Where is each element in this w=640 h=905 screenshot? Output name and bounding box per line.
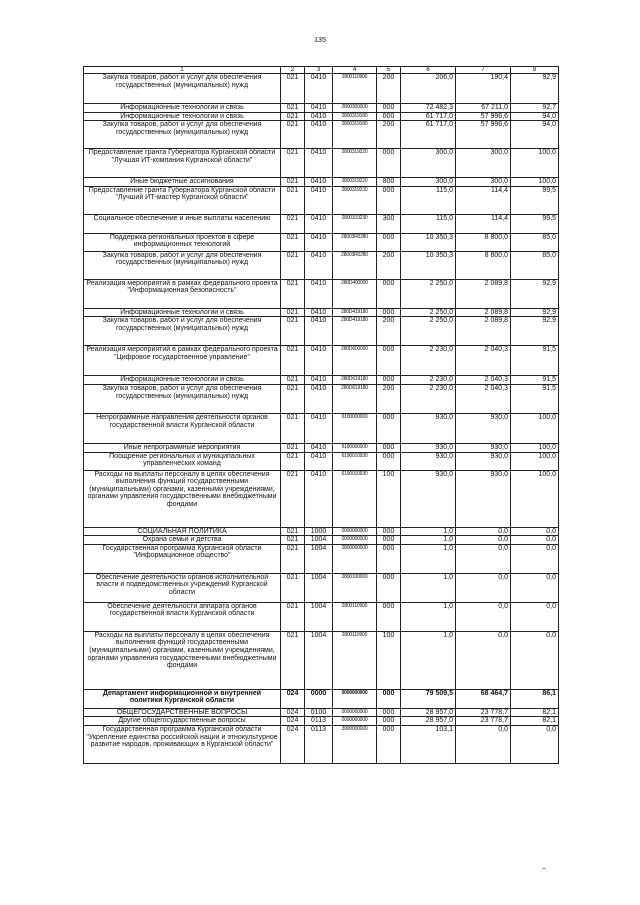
row-percent: 92,9 <box>511 74 559 104</box>
row-percent: 0,0 <box>511 544 559 573</box>
row-target-code: 0000000000 <box>333 527 377 536</box>
row-section-code: 0410 <box>305 74 333 104</box>
row-section-code: 0410 <box>305 384 333 413</box>
column-header: 4 <box>333 67 377 74</box>
row-name: Поощрение региональных и муниципальных управленческих команд <box>84 452 281 470</box>
row-ministry-code: 021 <box>281 308 305 317</box>
row-percent: 0,0 <box>511 725 559 763</box>
row-planned: 79 509,5 <box>401 689 456 708</box>
row-executed: 23 778,7 <box>456 708 511 717</box>
row-ministry-code: 021 <box>281 251 305 279</box>
row-target-code: 280D419180 <box>333 317 377 346</box>
row-ministry-code: 021 <box>281 376 305 385</box>
table-row <box>84 413 559 443</box>
row-ministry-code: 021 <box>281 178 305 187</box>
table-row <box>84 308 559 317</box>
row-executed: 2 089,8 <box>456 317 511 346</box>
row-planned: 103,1 <box>401 725 456 763</box>
row-ministry-code: 021 <box>281 631 305 689</box>
row-section-code: 0410 <box>305 443 333 452</box>
row-ministry-code: 021 <box>281 149 305 178</box>
table-row <box>84 121 559 149</box>
row-section-code: 1000 <box>305 527 333 536</box>
row-planned: 2 250,0 <box>401 279 456 308</box>
row-name: Предоставление гранта Губернатора Курганской области "Лучшая ИТ-компания Курганской области" <box>84 149 281 178</box>
row-planned: 1,0 <box>401 536 456 545</box>
row-planned: 72 482,3 <box>401 104 456 113</box>
row-percent: 94,0 <box>511 121 559 149</box>
row-section-code: 1004 <box>305 602 333 631</box>
row-target-code: 28003R0280 <box>333 251 377 279</box>
row-planned: 10 350,3 <box>401 233 456 251</box>
row-planned: 2 230,0 <box>401 384 456 413</box>
row-expense-type: 000 <box>377 443 401 452</box>
table-row <box>84 544 559 573</box>
row-executed: 0,0 <box>456 573 511 602</box>
row-ministry-code: 021 <box>281 413 305 443</box>
row-executed: 68 464,7 <box>456 689 511 708</box>
row-executed: 930,0 <box>456 452 511 470</box>
row-executed: 2 040,3 <box>456 376 511 385</box>
row-executed: 930,0 <box>456 443 511 452</box>
table-row <box>84 346 559 376</box>
row-planned: 930,0 <box>401 443 456 452</box>
row-planned: 115,0 <box>401 186 456 214</box>
row-executed: 57 996,6 <box>456 112 511 121</box>
row-section-code: 0410 <box>305 251 333 279</box>
table-row <box>84 689 559 708</box>
row-target-code: 2800300000 <box>333 104 377 113</box>
row-percent: 92,9 <box>511 317 559 346</box>
row-name: ОБЩЕГОСУДАРСТВЕННЫЕ ВОПРОСЫ <box>84 708 281 717</box>
row-name: Закупка товаров, работ и услуг для обеспечения государственных (муниципальных) нужд <box>84 384 281 413</box>
page-number: 135 <box>314 37 326 44</box>
row-ministry-code: 024 <box>281 708 305 717</box>
row-planned: 930,0 <box>401 413 456 443</box>
row-executed: 8 800,0 <box>456 251 511 279</box>
row-section-code: 0100 <box>305 708 333 717</box>
row-target-code: 0000000000 <box>333 708 377 717</box>
row-ministry-code: 021 <box>281 527 305 536</box>
row-executed: 930,0 <box>456 470 511 527</box>
row-name: Обеспечение деятельности аппарата органов государственной власти Курганской области <box>84 602 281 631</box>
row-ministry-code: 021 <box>281 384 305 413</box>
row-percent: 100,0 <box>511 178 559 187</box>
row-executed: 300,0 <box>456 178 511 187</box>
row-section-code: 0410 <box>305 279 333 308</box>
row-executed: 8 800,0 <box>456 233 511 251</box>
row-target-code: 6190000000 <box>333 443 377 452</box>
row-target-code: 0000000000 <box>333 536 377 545</box>
row-percent: 86,1 <box>511 689 559 708</box>
table-row <box>84 527 559 536</box>
row-name: Иные бюджетные ассигнования <box>84 178 281 187</box>
row-section-code: 1004 <box>305 573 333 602</box>
table-row <box>84 279 559 308</box>
row-expense-type: 100 <box>377 631 401 689</box>
row-section-code: 0410 <box>305 214 333 233</box>
row-percent: 0,0 <box>511 536 559 545</box>
row-planned: 300,0 <box>401 149 456 178</box>
row-expense-type: 000 <box>377 104 401 113</box>
table-row <box>84 725 559 763</box>
row-ministry-code: 024 <box>281 725 305 763</box>
budget-table <box>83 66 559 764</box>
row-executed: 300,0 <box>456 149 511 178</box>
row-planned: 930,0 <box>401 452 456 470</box>
row-section-code: 0410 <box>305 178 333 187</box>
row-target-code: 280D619180 <box>333 376 377 385</box>
column-header: 7 <box>456 67 511 74</box>
row-section-code: 0410 <box>305 186 333 214</box>
table-row <box>84 631 559 689</box>
row-expense-type: 200 <box>377 384 401 413</box>
row-name: Расходы на выплаты персоналу в целях обеспечения выполнения функций государственными (муниципальными) органами, казенными учреждениями, органами управления государственными внебюджетными фондами <box>84 470 281 527</box>
row-percent: 99,5 <box>511 214 559 233</box>
row-planned: 28 957,0 <box>401 717 456 726</box>
row-section-code: 0410 <box>305 452 333 470</box>
row-section-code: 0410 <box>305 112 333 121</box>
table-row <box>84 186 559 214</box>
row-expense-type: 000 <box>377 452 401 470</box>
row-executed: 0,0 <box>456 527 511 536</box>
row-expense-type: 000 <box>377 279 401 308</box>
row-percent: 92,9 <box>511 308 559 317</box>
row-section-code: 0410 <box>305 376 333 385</box>
row-percent: 0,0 <box>511 631 559 689</box>
row-ministry-code: 021 <box>281 544 305 573</box>
row-ministry-code: 021 <box>281 317 305 346</box>
table-row <box>84 452 559 470</box>
row-expense-type: 000 <box>377 689 401 708</box>
row-executed: 114,4 <box>456 186 511 214</box>
table-row <box>84 104 559 113</box>
row-target-code: 2800319180 <box>333 121 377 149</box>
row-section-code: 0410 <box>305 346 333 376</box>
row-percent: 0,0 <box>511 602 559 631</box>
column-header: 1 <box>84 67 281 74</box>
row-executed: 0,0 <box>456 536 511 545</box>
row-expense-type: 000 <box>377 413 401 443</box>
row-expense-type: 200 <box>377 74 401 104</box>
row-percent: 82,1 <box>511 717 559 726</box>
row-target-code: 2800110900 <box>333 602 377 631</box>
row-name: Закупка товаров, работ и услуг для обеспечения государственных (муниципальных) нужд <box>84 317 281 346</box>
row-ministry-code: 024 <box>281 689 305 708</box>
row-ministry-code: 021 <box>281 443 305 452</box>
row-expense-type: 000 <box>377 544 401 573</box>
row-percent: 94,0 <box>511 112 559 121</box>
table-row <box>84 376 559 385</box>
table-row <box>84 112 559 121</box>
row-name: Государственная программа Курганской области "Укрепление единства российской нации и этнокультурное развитие народов, проживающих в Курганской области" <box>84 725 281 763</box>
row-executed: 0,0 <box>456 602 511 631</box>
row-executed: 114,4 <box>456 214 511 233</box>
row-percent: 0,0 <box>511 527 559 536</box>
row-executed: 2 089,8 <box>456 308 511 317</box>
row-section-code: 0000 <box>305 689 333 708</box>
row-executed: 23 778,7 <box>456 717 511 726</box>
scan-mark <box>542 868 546 869</box>
row-name: Закупка товаров, работ и услуг для обеспечения государственных (муниципальных) нужд <box>84 74 281 104</box>
row-target-code: 0000000000 <box>333 717 377 726</box>
row-expense-type: 300 <box>377 214 401 233</box>
table-row <box>84 708 559 717</box>
row-name: Информационные технологии и связь <box>84 308 281 317</box>
row-target-code: 2800319230 <box>333 186 377 214</box>
row-ministry-code: 021 <box>281 233 305 251</box>
row-expense-type: 000 <box>377 602 401 631</box>
row-name: Другие общегосударственные вопросы <box>84 717 281 726</box>
row-target-code: 280D419180 <box>333 308 377 317</box>
row-section-code: 0410 <box>305 149 333 178</box>
row-percent: 100,0 <box>511 452 559 470</box>
row-executed: 67 211,0 <box>456 104 511 113</box>
column-header: 2 <box>281 67 305 74</box>
row-ministry-code: 021 <box>281 121 305 149</box>
row-planned: 930,0 <box>401 470 456 527</box>
row-ministry-code: 021 <box>281 186 305 214</box>
row-planned: 2 250,0 <box>401 317 456 346</box>
row-name: Информационные технологии и связь <box>84 376 281 385</box>
row-expense-type: 000 <box>377 717 401 726</box>
row-planned: 115,0 <box>401 214 456 233</box>
row-target-code: 2800319180 <box>333 112 377 121</box>
table-row <box>84 178 559 187</box>
row-section-code: 1004 <box>305 544 333 573</box>
row-section-code: 0113 <box>305 717 333 726</box>
table-row <box>84 573 559 602</box>
row-planned: 1,0 <box>401 527 456 536</box>
row-expense-type: 200 <box>377 121 401 149</box>
row-ministry-code: 021 <box>281 279 305 308</box>
row-name: Государственная программа Курганской области "Информационное общество" <box>84 544 281 573</box>
table-row <box>84 470 559 527</box>
row-name: Департамент информационной и внутренней политики Курганской области <box>84 689 281 708</box>
row-target-code: 2800110900 <box>333 74 377 104</box>
row-executed: 2 089,8 <box>456 279 511 308</box>
table-row <box>84 251 559 279</box>
row-expense-type: 000 <box>377 376 401 385</box>
row-target-code: 2800000000 <box>333 544 377 573</box>
table-row <box>84 443 559 452</box>
row-name: Закупка товаров, работ и услуг для обеспечения государственных (муниципальных) нужд <box>84 121 281 149</box>
row-name: Расходы на выплаты персоналу в целях обеспечения выполнения функций государственными (муниципальными) органами, казенными учреждениями, органами управления государственными внебюджетными фондами <box>84 631 281 689</box>
row-expense-type: 000 <box>377 573 401 602</box>
row-name: Реализация мероприятий в рамках федерального проекта "Цифровое государственное управление" <box>84 346 281 376</box>
row-section-code: 1004 <box>305 631 333 689</box>
row-percent: 85,0 <box>511 233 559 251</box>
row-name: Информационные технологии и связь <box>84 104 281 113</box>
table-row <box>84 74 559 104</box>
row-expense-type: 000 <box>377 708 401 717</box>
table-row <box>84 317 559 346</box>
row-target-code: 280D600000 <box>333 346 377 376</box>
row-ministry-code: 021 <box>281 536 305 545</box>
row-executed: 190,4 <box>456 74 511 104</box>
table-row <box>84 384 559 413</box>
row-planned: 10 350,3 <box>401 251 456 279</box>
row-target-code: 2800319220 <box>333 149 377 178</box>
row-percent: 82,1 <box>511 708 559 717</box>
row-name: Поддержка региональных проектов в сфере информационных технологий <box>84 233 281 251</box>
row-ministry-code: 021 <box>281 602 305 631</box>
row-target-code: 2800110900 <box>333 631 377 689</box>
row-ministry-code: 021 <box>281 74 305 104</box>
row-section-code: 0410 <box>305 121 333 149</box>
row-executed: 0,0 <box>456 631 511 689</box>
row-executed: 57 996,6 <box>456 121 511 149</box>
row-name: Иные непрограммные мероприятия <box>84 443 281 452</box>
row-section-code: 0410 <box>305 470 333 527</box>
row-percent: 100,0 <box>511 413 559 443</box>
row-expense-type: 000 <box>377 112 401 121</box>
row-executed: 930,0 <box>456 413 511 443</box>
row-expense-type: 000 <box>377 527 401 536</box>
row-planned: 1,0 <box>401 631 456 689</box>
row-target-code: 6100000000 <box>333 413 377 443</box>
column-header: 5 <box>377 67 401 74</box>
row-expense-type: 200 <box>377 251 401 279</box>
row-target-code: 2800100000 <box>333 573 377 602</box>
row-planned: 28 957,0 <box>401 708 456 717</box>
row-planned: 61 717,0 <box>401 121 456 149</box>
row-ministry-code: 021 <box>281 470 305 527</box>
row-expense-type: 200 <box>377 317 401 346</box>
row-target-code: 2800319230 <box>333 214 377 233</box>
row-planned: 300,0 <box>401 178 456 187</box>
table-body <box>84 74 559 764</box>
row-percent: 0,0 <box>511 573 559 602</box>
row-planned: 2 250,0 <box>401 308 456 317</box>
table-row <box>84 536 559 545</box>
table-row <box>84 717 559 726</box>
row-section-code: 0113 <box>305 725 333 763</box>
row-section-code: 1004 <box>305 536 333 545</box>
row-percent: 100,0 <box>511 443 559 452</box>
row-planned: 61 717,0 <box>401 112 456 121</box>
row-planned: 1,0 <box>401 573 456 602</box>
row-name: Охрана семьи и детства <box>84 536 281 545</box>
table-row <box>84 149 559 178</box>
row-planned: 1,0 <box>401 602 456 631</box>
row-ministry-code: 021 <box>281 104 305 113</box>
column-header: 6 <box>401 67 456 74</box>
row-name: Непрограммные направления деятельности органов государственной власти Курганской области <box>84 413 281 443</box>
row-executed: 0,0 <box>456 544 511 573</box>
row-ministry-code: 021 <box>281 214 305 233</box>
table-row <box>84 602 559 631</box>
row-percent: 92,7 <box>511 104 559 113</box>
row-ministry-code: 021 <box>281 346 305 376</box>
column-header: 8 <box>511 67 559 74</box>
row-percent: 91,5 <box>511 376 559 385</box>
row-ministry-code: 021 <box>281 573 305 602</box>
row-section-code: 0410 <box>305 413 333 443</box>
row-expense-type: 000 <box>377 725 401 763</box>
row-target-code: 0000000000 <box>333 689 377 708</box>
column-header-row <box>84 67 559 74</box>
row-expense-type: 000 <box>377 233 401 251</box>
row-planned: 2 230,0 <box>401 346 456 376</box>
row-percent: 91,5 <box>511 346 559 376</box>
row-percent: 100,0 <box>511 149 559 178</box>
row-expense-type: 100 <box>377 470 401 527</box>
row-executed: 2 040,3 <box>456 346 511 376</box>
row-name: Социальное обеспечение и иные выплаты населению <box>84 214 281 233</box>
row-section-code: 0410 <box>305 233 333 251</box>
row-percent: 100,0 <box>511 470 559 527</box>
table-row <box>84 214 559 233</box>
row-name: Информационные технологии и связь <box>84 112 281 121</box>
row-ministry-code: 024 <box>281 717 305 726</box>
row-expense-type: 000 <box>377 186 401 214</box>
row-percent: 91,5 <box>511 384 559 413</box>
row-expense-type: 000 <box>377 346 401 376</box>
row-expense-type: 000 <box>377 149 401 178</box>
row-target-code: 3900000000 <box>333 725 377 763</box>
row-ministry-code: 021 <box>281 452 305 470</box>
row-planned: 1,0 <box>401 544 456 573</box>
row-section-code: 0410 <box>305 104 333 113</box>
row-name: Реализация мероприятий в рамках федерального проекта "Информационная безопасность" <box>84 279 281 308</box>
row-target-code: 280D619180 <box>333 384 377 413</box>
row-expense-type: 000 <box>377 536 401 545</box>
row-planned: 2 230,0 <box>401 376 456 385</box>
row-executed: 0,0 <box>456 725 511 763</box>
row-percent: 85,0 <box>511 251 559 279</box>
row-section-code: 0410 <box>305 308 333 317</box>
row-section-code: 0410 <box>305 317 333 346</box>
row-target-code: 6190010930 <box>333 470 377 527</box>
row-percent: 99,5 <box>511 186 559 214</box>
column-header: 3 <box>305 67 333 74</box>
row-percent: 92,9 <box>511 279 559 308</box>
row-target-code: 2800319220 <box>333 178 377 187</box>
row-target-code: 6190010930 <box>333 452 377 470</box>
row-expense-type: 000 <box>377 308 401 317</box>
row-executed: 2 040,3 <box>456 384 511 413</box>
row-planned: 206,0 <box>401 74 456 104</box>
row-target-code: 280D400000 <box>333 279 377 308</box>
table-row <box>84 233 559 251</box>
row-target-code: 28003R0280 <box>333 233 377 251</box>
row-ministry-code: 021 <box>281 112 305 121</box>
row-name: СОЦИАЛЬНАЯ ПОЛИТИКА <box>84 527 281 536</box>
row-name: Предоставление гранта Губернатора Курганской области "Лучший ИТ-мастер Курганской области" <box>84 186 281 214</box>
row-name: Закупка товаров, работ и услуг для обеспечения государственных (муниципальных) нужд <box>84 251 281 279</box>
row-name: Обеспечение деятельности органов исполнительной власти и подведомственных учреждений Курганской области <box>84 573 281 602</box>
row-expense-type: 800 <box>377 178 401 187</box>
